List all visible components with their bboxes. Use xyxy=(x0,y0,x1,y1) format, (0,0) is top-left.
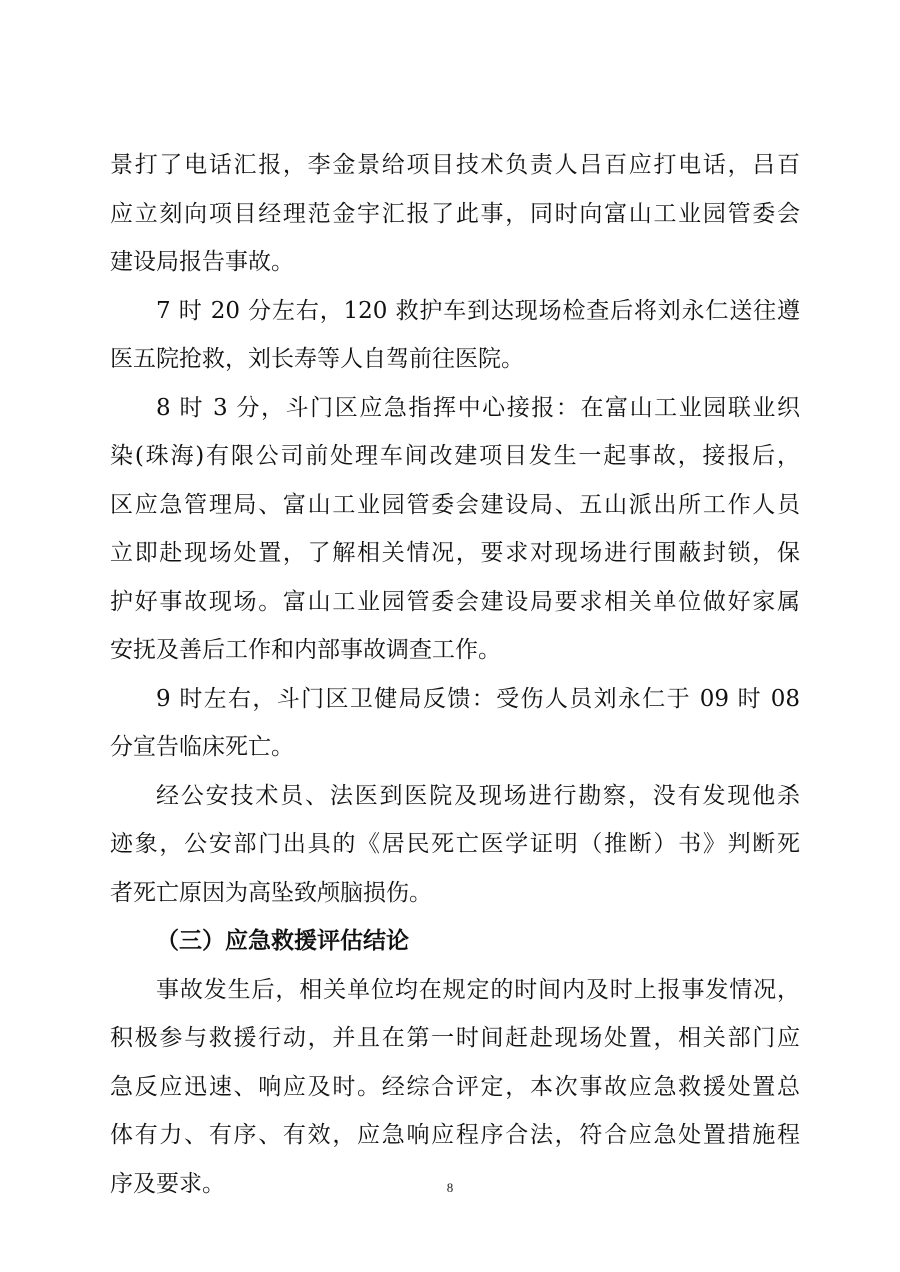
text-line: 分宣告临床死亡。 xyxy=(110,734,294,760)
text-line: 医五院抢救，刘长寿等人自驾前往医院。 xyxy=(110,346,524,372)
text-line: 景打了电话汇报，李金景给项目技术负责人吕百应打电话，吕百 xyxy=(110,152,800,178)
text-line: 序及要求。 xyxy=(110,1170,225,1197)
text-line: 7 时 20 分左右，120 救护车到达现场检查后将刘永仁送往遵 xyxy=(156,297,800,324)
text-line: 8 时 3 分，斗门区应急指挥中心接报：在富山工业园联业织 xyxy=(156,394,800,421)
body-text xyxy=(110,141,800,1208)
text-line: 者死亡原因为高坠致颅脑损伤。 xyxy=(110,879,432,906)
text-line: 迹象，公安部门出具的《居民死亡医学证明（推断）书》判断死 xyxy=(110,831,800,857)
text-line: 建设局报告事故。 xyxy=(110,249,294,275)
text-line: 染(珠海)有限公司前处理车间改建项目发生一起事故，接报后， xyxy=(110,443,800,469)
text-line: 立即赴现场处置，了解相关情况，要求对现场进行围蔽封锁，保 xyxy=(110,540,800,566)
text-line: 应立刻向项目经理范金宇汇报了此事，同时向富山工业园管委会 xyxy=(110,200,800,227)
text-line: 体有力、有序、有效，应急响应程序合法，符合应急处置措施程 xyxy=(110,1122,800,1148)
text-line: 区应急管理局、富山工业园管委会建设局、五山派出所工作人员 xyxy=(110,491,800,518)
text-line: 经公安技术员、法医到医院及现场进行勘察，没有发现他杀 xyxy=(156,782,800,809)
page-number: 8 xyxy=(446,1180,454,1195)
text-line: 安抚及善后工作和内部事故调查工作。 xyxy=(110,637,501,663)
text-line: 急反应迅速、响应及时。经综合评定，本次事故应急救援处置总 xyxy=(110,1073,800,1100)
section-heading: （三）应急救援评估结论 xyxy=(156,927,409,954)
text-line: 事故发生后，相关单位均在规定的时间内及时上报事发情况， xyxy=(156,976,800,1003)
text-line: 9 时左右，斗门区卫健局反馈：受伤人员刘永仁于 09 时 08 xyxy=(156,685,800,712)
text-line: 护好事故现场。富山工业园管委会建设局要求相关单位做好家属 xyxy=(110,588,800,615)
text-line: 积极参与救援行动，并且在第一时间赶赴现场处置，相关部门应 xyxy=(110,1025,800,1051)
